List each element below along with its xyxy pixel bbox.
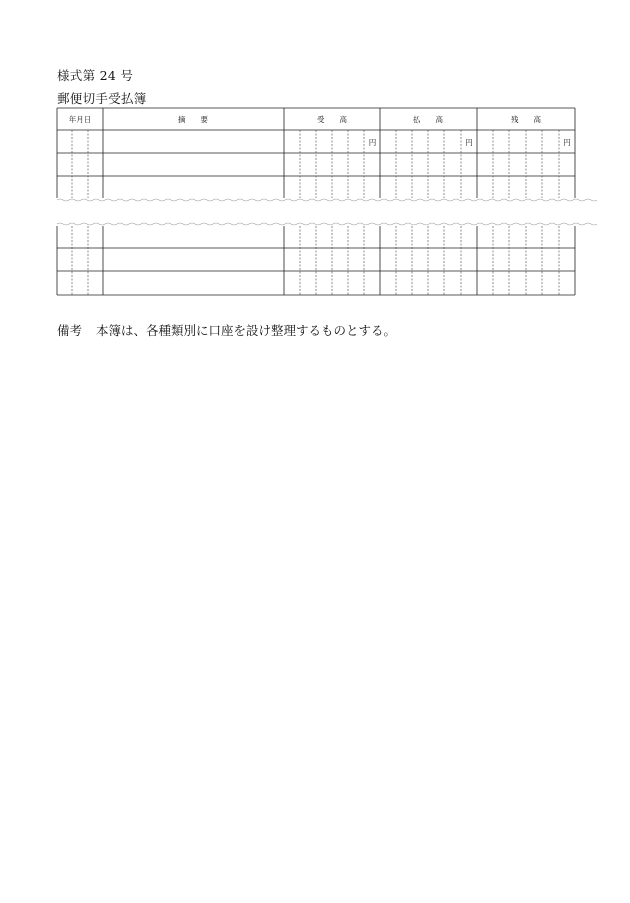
yen-unit-paid: 円 [465, 138, 473, 147]
header-received: 受 高 [317, 115, 347, 124]
remark-label: 備考 [57, 323, 83, 338]
remark-text: 本簿は、各種類別に口座を設け整理するものとする。 [96, 323, 397, 338]
form-number: 様式第 24 号 [57, 68, 134, 83]
yen-unit-balance: 円 [563, 138, 571, 147]
header-paid: 払 高 [413, 115, 443, 124]
break-line-bottom [57, 223, 597, 225]
break-line-top [57, 199, 597, 201]
yen-unit-received: 円 [368, 138, 377, 147]
header-date: 年月日 [68, 115, 92, 124]
remark [57, 321, 396, 339]
ledger-table [0, 0, 630, 310]
header-balance: 残 高 [511, 115, 541, 124]
form-title: 郵便切手受払簿 [57, 91, 147, 106]
header-summary: 摘 要 [178, 115, 208, 124]
